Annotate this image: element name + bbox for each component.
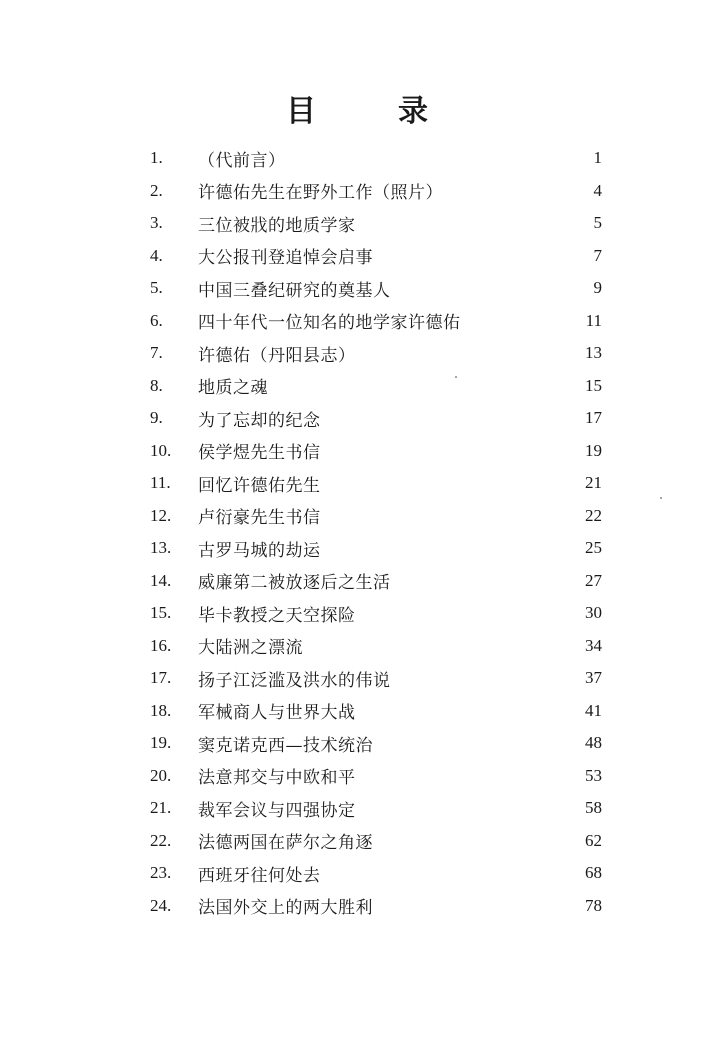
toc-entry-title: 大陆洲之漂流: [198, 638, 303, 659]
toc-entry-title: 西班牙往何处去: [198, 865, 321, 886]
toc-entry-number: 17.: [150, 668, 172, 688]
toc-entry: [150, 305, 602, 338]
toc-entry-number: 6.: [150, 310, 163, 330]
toc-entry-number: 22.: [150, 830, 172, 850]
toc-entry-page-number: 53: [585, 765, 602, 785]
toc-entry: [150, 240, 602, 273]
toc-entry-page-number: 9: [593, 278, 602, 298]
toc-entry-title: 卢衍豪先生书信: [198, 508, 321, 529]
toc-entry-page-number: 1: [593, 148, 602, 168]
toc-entry-page-number: 37: [585, 668, 602, 688]
toc-entry-number: 13.: [150, 538, 172, 558]
toc-entry-number: 5.: [150, 278, 163, 298]
toc-entry-title: （代前言）: [198, 150, 286, 171]
toc-entry-number: 15.: [150, 603, 172, 623]
toc-entry-title: 毕卡教授之天空探险: [198, 605, 356, 626]
toc-entry-number: 21.: [150, 798, 172, 818]
toc-entry-number: 12.: [150, 505, 172, 525]
toc-entry-title: 裁军会议与四强协定: [198, 800, 356, 821]
toc-entry-number: 8.: [150, 375, 163, 395]
toc-entry-number: 23.: [150, 863, 172, 883]
toc-entry-number: 4.: [150, 245, 163, 265]
toc-entry-number: 18.: [150, 700, 172, 720]
toc-entry-page-number: 25: [585, 538, 602, 558]
scan-speck: [660, 497, 662, 499]
toc-entry-page-number: 78: [585, 895, 602, 915]
toc-entry-page-number: 62: [585, 830, 602, 850]
toc-entry: [150, 435, 602, 468]
toc-entry-title: 回忆许德佑先生: [198, 475, 321, 496]
toc-entry-title: 军械商人与世界大战: [198, 703, 356, 724]
page-title: 目 录: [286, 94, 454, 129]
toc-entry-title: 窦克诺克西—技术统治: [198, 735, 373, 756]
toc-entry: [150, 792, 602, 825]
toc-entry-page-number: 17: [585, 408, 602, 428]
toc-entry-number: 7.: [150, 343, 163, 363]
toc-entry-page-number: 68: [585, 863, 602, 883]
toc-entry: [150, 500, 602, 533]
toc-entry-page-number: 27: [585, 570, 602, 590]
toc-entry-title: 古罗马城的劫运: [198, 540, 321, 561]
toc-entry-number: 1.: [150, 148, 163, 168]
toc-entry-number: 2.: [150, 180, 163, 200]
toc-entry: [150, 825, 602, 858]
toc-entry: [150, 630, 602, 663]
toc-entry: [150, 207, 602, 240]
toc-entry-title: 为了忘却的纪念: [198, 410, 321, 431]
toc-entry-number: 14.: [150, 570, 172, 590]
toc-entry-page-number: 7: [593, 245, 602, 265]
toc-entry-title: 大公报刊登追悼会启事: [198, 248, 373, 269]
toc-entry-page-number: 41: [585, 700, 602, 720]
toc-entry: [150, 662, 602, 695]
toc-entry-number: 16.: [150, 635, 172, 655]
toc-entry-title: 扬子江泛滥及洪水的伟说: [198, 670, 391, 691]
toc-entry-page-number: 15: [585, 375, 602, 395]
toc-entry-title: 侯学煜先生书信: [198, 443, 321, 464]
toc-entry-title: 三位被戕的地质学家: [198, 215, 356, 236]
toc-entry: [150, 370, 602, 403]
toc-entry-page-number: 34: [585, 635, 602, 655]
toc-entry-title: 威廉第二被放逐后之生活: [198, 573, 391, 594]
toc-entry-page-number: 11: [585, 310, 602, 330]
toc-entry-title: 法国外交上的两大胜利: [198, 898, 373, 919]
toc-entry-number: 20.: [150, 765, 172, 785]
toc-entry: [150, 532, 602, 565]
table-of-contents: [150, 142, 602, 922]
toc-entry: [150, 857, 602, 890]
toc-entry-title: 法德两国在萨尔之角逐: [198, 833, 373, 854]
toc-entry-page-number: 58: [585, 798, 602, 818]
toc-entry-number: 19.: [150, 733, 172, 753]
toc-entry-number: 11.: [150, 473, 171, 493]
toc-entry-title: 中国三叠纪研究的奠基人: [198, 280, 391, 301]
scan-speck: [455, 376, 457, 378]
toc-entry: [150, 695, 602, 728]
toc-entry-title: 法意邦交与中欧和平: [198, 768, 356, 789]
toc-entry: [150, 402, 602, 435]
toc-entry: [150, 337, 602, 370]
toc-entry-number: 3.: [150, 213, 163, 233]
toc-entry-number: 24.: [150, 895, 172, 915]
toc-entry: [150, 142, 602, 175]
toc-entry-page-number: 19: [585, 440, 602, 460]
toc-entry: [150, 272, 602, 305]
toc-entry-page-number: 48: [585, 733, 602, 753]
toc-entry-title: 许德佑先生在野外工作（照片）: [198, 183, 443, 204]
toc-entry: [150, 760, 602, 793]
toc-entry: [150, 467, 602, 500]
toc-entry-title: 四十年代一位知名的地学家许德佑: [198, 313, 461, 334]
toc-entry-title: 许德佑（丹阳县志）: [198, 345, 356, 366]
toc-entry: [150, 890, 602, 923]
toc-entry-page-number: 30: [585, 603, 602, 623]
toc-entry-title: 地质之魂: [198, 378, 268, 399]
toc-entry: [150, 565, 602, 598]
toc-entry: [150, 727, 602, 760]
toc-entry-page-number: 5: [593, 213, 602, 233]
toc-entry-page-number: 13: [585, 343, 602, 363]
toc-entry-page-number: 22: [585, 505, 602, 525]
toc-entry-page-number: 21: [585, 473, 602, 493]
toc-entry-number: 10.: [150, 440, 172, 460]
toc-entry-number: 9.: [150, 408, 163, 428]
toc-entry: [150, 597, 602, 630]
toc-entry-page-number: 4: [593, 180, 602, 200]
toc-entry: [150, 175, 602, 208]
